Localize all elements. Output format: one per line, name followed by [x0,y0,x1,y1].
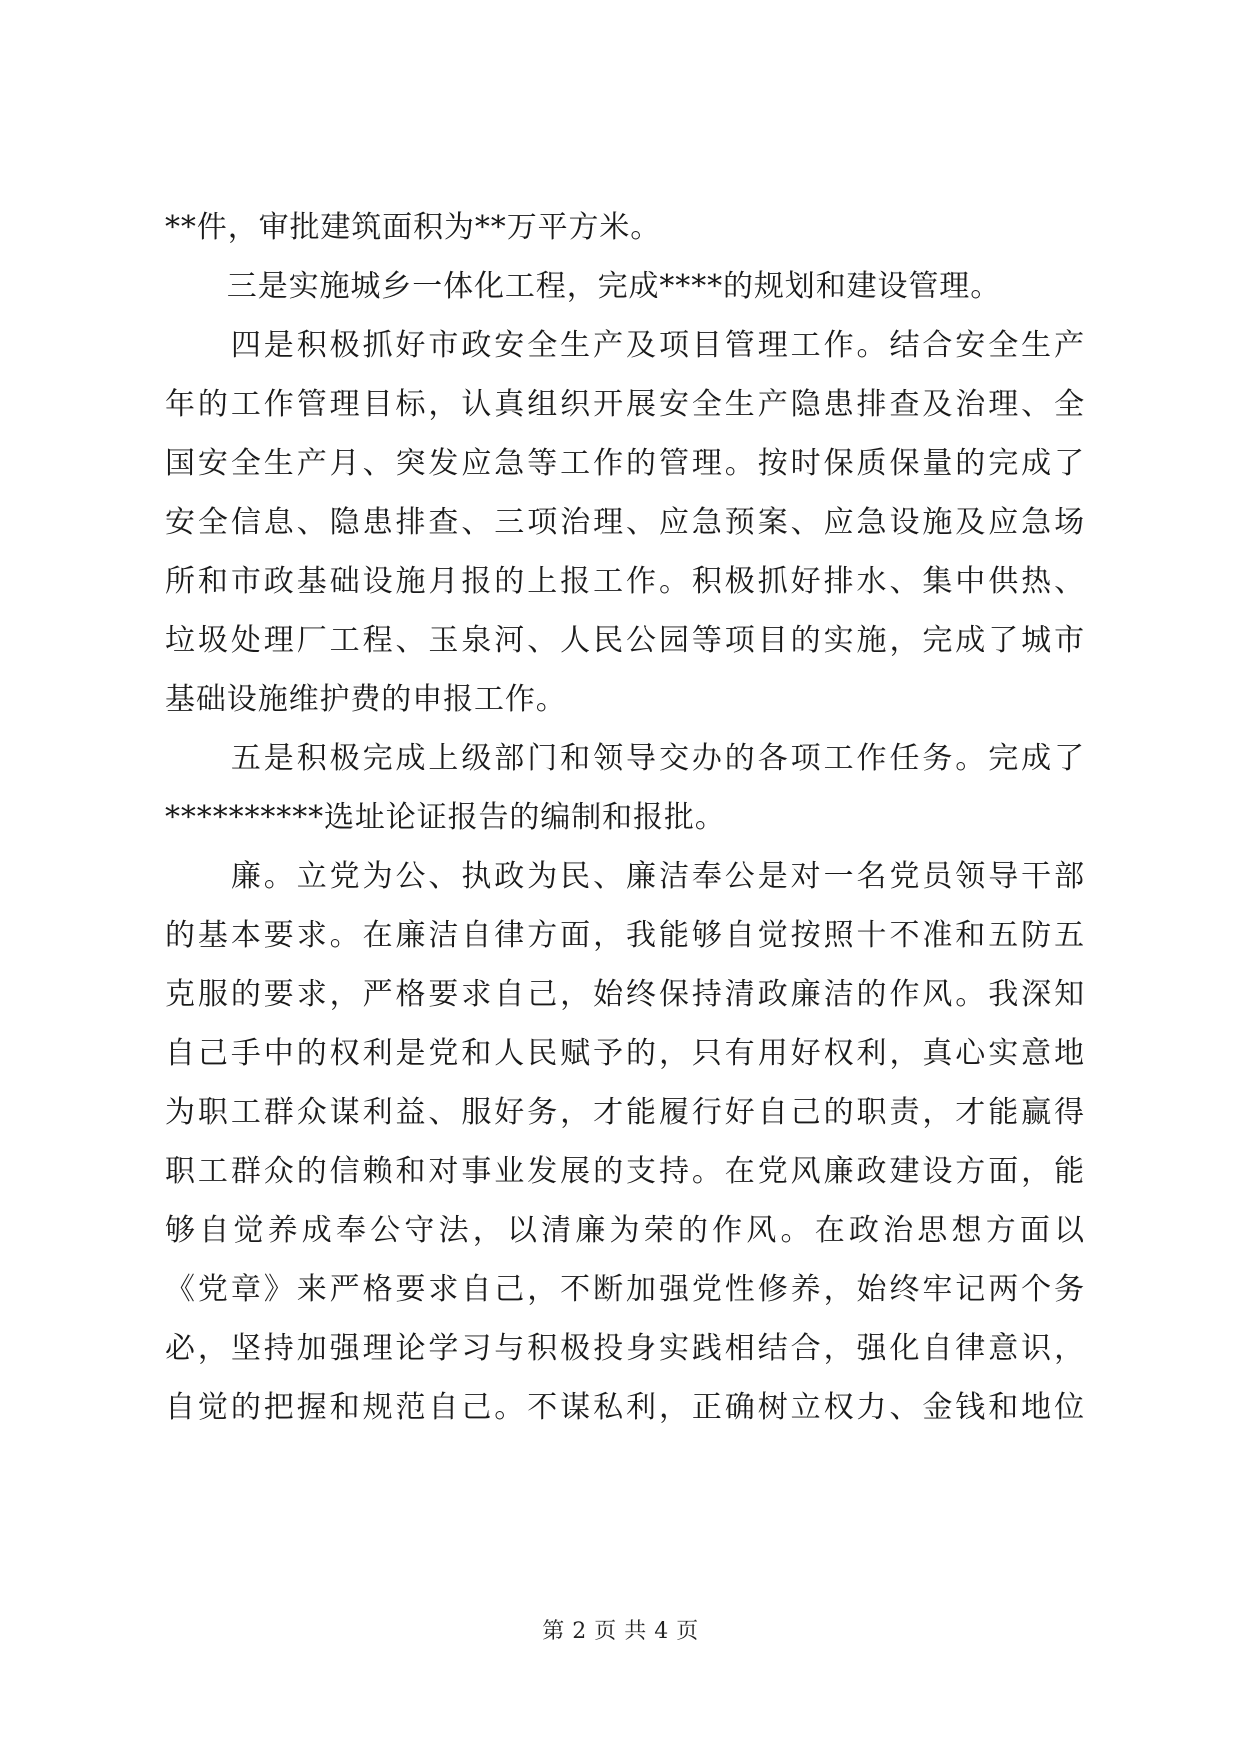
text-line: 自觉的把握和规范自己。不谋私利，正确树立权力、金钱和地位 [165,1390,1085,1425]
text-line: 自己手中的权利是党和人民赋予的，只有用好权利，真心实意地 [165,1036,1085,1071]
text-line: 四是积极抓好市政安全生产及项目管理工作。结合安全生产 [165,328,1085,363]
text-line: 垃圾处理厂工程、玉泉河、人民公园等项目的实施，完成了城市 [165,623,1085,658]
page-footer: 第 2 页 共 4 页 [542,1619,699,1644]
text-line: 国安全生产月、突发应急等工作的管理。按时保质保量的完成了 [165,446,1085,481]
text-line: **件，审批建筑面积为**万平方米。 [165,210,662,245]
text-line: 必，坚持加强理论学习与积极投身实践相结合，强化自律意识， [165,1331,1085,1366]
document-body [165,198,1085,1437]
text-line: 的基本要求。在廉洁自律方面，我能够自觉按照十不准和五防五 [165,918,1085,953]
text-line: 为职工群众谋利益、服好务，才能履行好自己的职责，才能赢得 [165,1095,1085,1130]
text-line: 年的工作管理目标，认真组织开展安全生产隐患排查及治理、全 [165,387,1085,422]
text-line: 廉。立党为公、执政为民、廉洁奉公是对一名党员领导干部 [165,859,1085,894]
text-line: 《党章》来严格要求自己，不断加强党性修养，始终牢记两个务 [165,1272,1085,1307]
text-line: **********选址论证报告的编制和报批。 [165,800,726,835]
text-line: 安全信息、隐患排查、三项治理、应急预案、应急设施及应急场 [165,505,1085,540]
text-line: 五是积极完成上级部门和领导交办的各项工作任务。完成了 [165,741,1085,776]
text-line: 三是实施城乡一体化工程，完成****的规划和建设管理。 [165,269,1002,304]
text-line: 够自觉养成奉公守法，以清廉为荣的作风。在政治思想方面以 [165,1213,1085,1248]
text-line: 克服的要求，严格要求自己，始终保持清政廉洁的作风。我深知 [165,977,1085,1012]
text-line: 所和市政基础设施月报的上报工作。积极抓好排水、集中供热、 [165,564,1085,599]
text-line: 职工群众的信赖和对事业发展的支持。在党风廉政建设方面，能 [165,1154,1085,1189]
text-line: 基础设施维护费的申报工作。 [165,682,567,717]
